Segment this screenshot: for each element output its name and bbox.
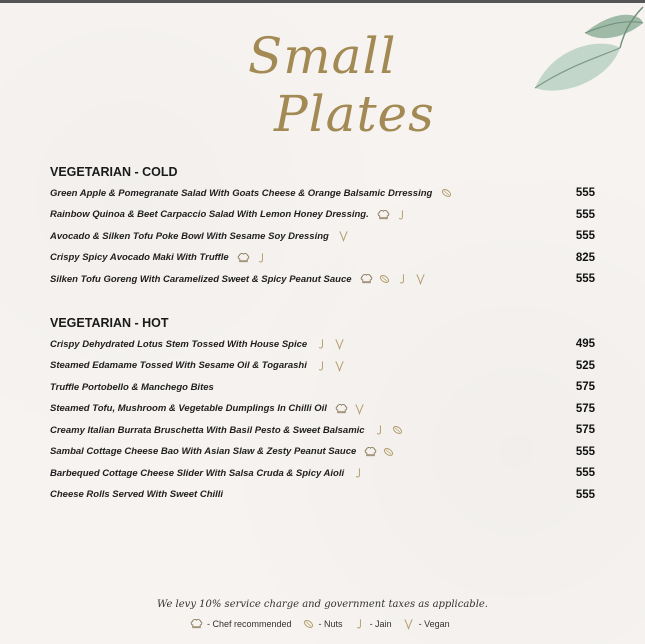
- menu-item-name: Rainbow Quinoa & Beet Carpaccio Salad With Lemon Honey Dressing.: [50, 209, 369, 220]
- menu-item-icons: [373, 424, 404, 436]
- nuts-icon: [378, 273, 391, 285]
- chef-icon: [360, 273, 373, 285]
- menu-item-icons: [352, 467, 365, 479]
- vegan-icon: [333, 338, 346, 350]
- menu-item-name: Steamed Edamame Tossed With Sesame Oil & Togarashi: [50, 360, 307, 371]
- menu-item-price: 575: [575, 424, 595, 436]
- menu-item-price: 555: [575, 488, 595, 501]
- menu-item-name: Sambal Cottage Cheese Bao With Asian Slaw & Zesty Peanut Sauce: [50, 446, 357, 457]
- service-charge-note: We levy 10% service charge and government taxes as applicable.: [157, 599, 488, 610]
- menu-item: [50, 378, 595, 396]
- chef-icon: [335, 403, 348, 415]
- menu-item: [50, 249, 595, 267]
- menu-item-price: 555: [575, 445, 595, 458]
- legend-item-jain: [353, 618, 392, 630]
- menu-item-price: 495: [575, 338, 595, 350]
- legend-label: - Vegan: [418, 619, 450, 629]
- menu-item-name: Barbequed Cottage Cheese Slider With Salsa Cruda & Spicy Aioli: [50, 467, 345, 479]
- jain-icon: [395, 209, 408, 221]
- vegan-icon: [353, 403, 366, 415]
- menu-item-name: Silken Tofu Goreng With Caramelized Sweet & Spicy Peanut Sauce: [50, 273, 352, 285]
- menu-item: [50, 335, 595, 353]
- legend-item-nuts: [302, 618, 343, 630]
- menu-item-icons: [360, 273, 427, 285]
- menu-item-price: 555: [575, 208, 595, 221]
- vegan-icon: [333, 360, 346, 372]
- menu-item: [50, 400, 595, 418]
- jain-icon: [352, 467, 365, 479]
- jain-icon: [353, 618, 366, 630]
- menu-item-icons: [337, 230, 350, 242]
- menu-item-name: Truffle Portobello & Manchego Bites: [50, 381, 214, 393]
- vegan-icon: [414, 273, 427, 285]
- title-line-2: Plates: [274, 85, 435, 143]
- menu-item-name: Steamed Tofu, Mushroom & Vegetable Dumplings In Chilli Oil: [50, 403, 327, 414]
- jain-icon: [315, 360, 328, 372]
- chef-icon: [364, 446, 377, 458]
- icon-legend: [190, 618, 450, 630]
- menu-item: [50, 357, 595, 375]
- menu-item-price: 555: [575, 230, 595, 242]
- menu-item-price: 555: [575, 187, 595, 199]
- jain-icon: [255, 252, 268, 264]
- nuts-icon: [440, 187, 453, 199]
- page-title: [240, 27, 435, 147]
- legend-label: - Nuts: [318, 619, 343, 629]
- menu-item-price: 825: [575, 251, 595, 264]
- jain-icon: [396, 273, 409, 285]
- menu-item-name: Cheese Rolls Served With Sweet Chilli: [50, 489, 224, 500]
- menu-item-icons: [364, 446, 395, 458]
- menu-item: [50, 464, 595, 482]
- legend-label: - Jain: [369, 619, 392, 629]
- vegan-icon: [402, 618, 415, 630]
- menu-item: [50, 421, 595, 439]
- menu-item: [50, 206, 595, 224]
- menu-item: [50, 486, 595, 504]
- section-heading-hot: VEGETARIAN - HOT: [50, 316, 169, 330]
- menu-item-icons: [315, 360, 346, 372]
- menu-item-price: 575: [575, 381, 595, 393]
- title-line-1: Small: [248, 27, 397, 85]
- menu-item: [50, 227, 595, 245]
- menu-item-icons: [440, 187, 453, 199]
- leaf-decoration: [525, 3, 645, 103]
- legend-item-vegan: [402, 618, 450, 630]
- menu-item-icons: [335, 403, 366, 415]
- nuts-icon: [382, 446, 395, 458]
- menu-item-price: 525: [575, 359, 595, 372]
- menu-item-price: 555: [575, 273, 595, 285]
- menu-item: [50, 270, 595, 288]
- nuts-icon: [391, 424, 404, 436]
- jain-icon: [373, 424, 386, 436]
- menu-item-name: Creamy Italian Burrata Bruschetta With Basil Pesto & Sweet Balsamic: [50, 424, 365, 436]
- menu-item-name: Green Apple & Pomegranate Salad With Goats Cheese & Orange Balsamic Drressing: [50, 187, 433, 199]
- menu-item: [50, 184, 595, 202]
- nuts-icon: [302, 618, 315, 630]
- menu-item-icons: [237, 252, 268, 264]
- menu-item-price: 575: [575, 402, 595, 415]
- vegan-icon: [337, 230, 350, 242]
- menu-item-icons: [315, 338, 346, 350]
- legend-item-chef: [190, 618, 292, 630]
- jain-icon: [315, 338, 328, 350]
- menu-item-name: Avocado & Silken Tofu Poke Bowl With Sesame Soy Dressing: [50, 230, 329, 242]
- menu-item-name: Crispy Dehydrated Lotus Stem Tossed With House Spice: [50, 338, 308, 350]
- section-heading-cold: VEGETARIAN - COLD: [50, 165, 178, 179]
- menu-item-icons: [377, 209, 408, 221]
- menu-item: [50, 443, 595, 461]
- menu-item-price: 555: [575, 467, 595, 479]
- chef-icon: [377, 209, 390, 221]
- chef-icon: [237, 252, 250, 264]
- chef-icon: [190, 618, 203, 630]
- menu-item-name: Crispy Spicy Avocado Maki With Truffle: [50, 252, 229, 263]
- legend-label: - Chef recommended: [207, 619, 292, 629]
